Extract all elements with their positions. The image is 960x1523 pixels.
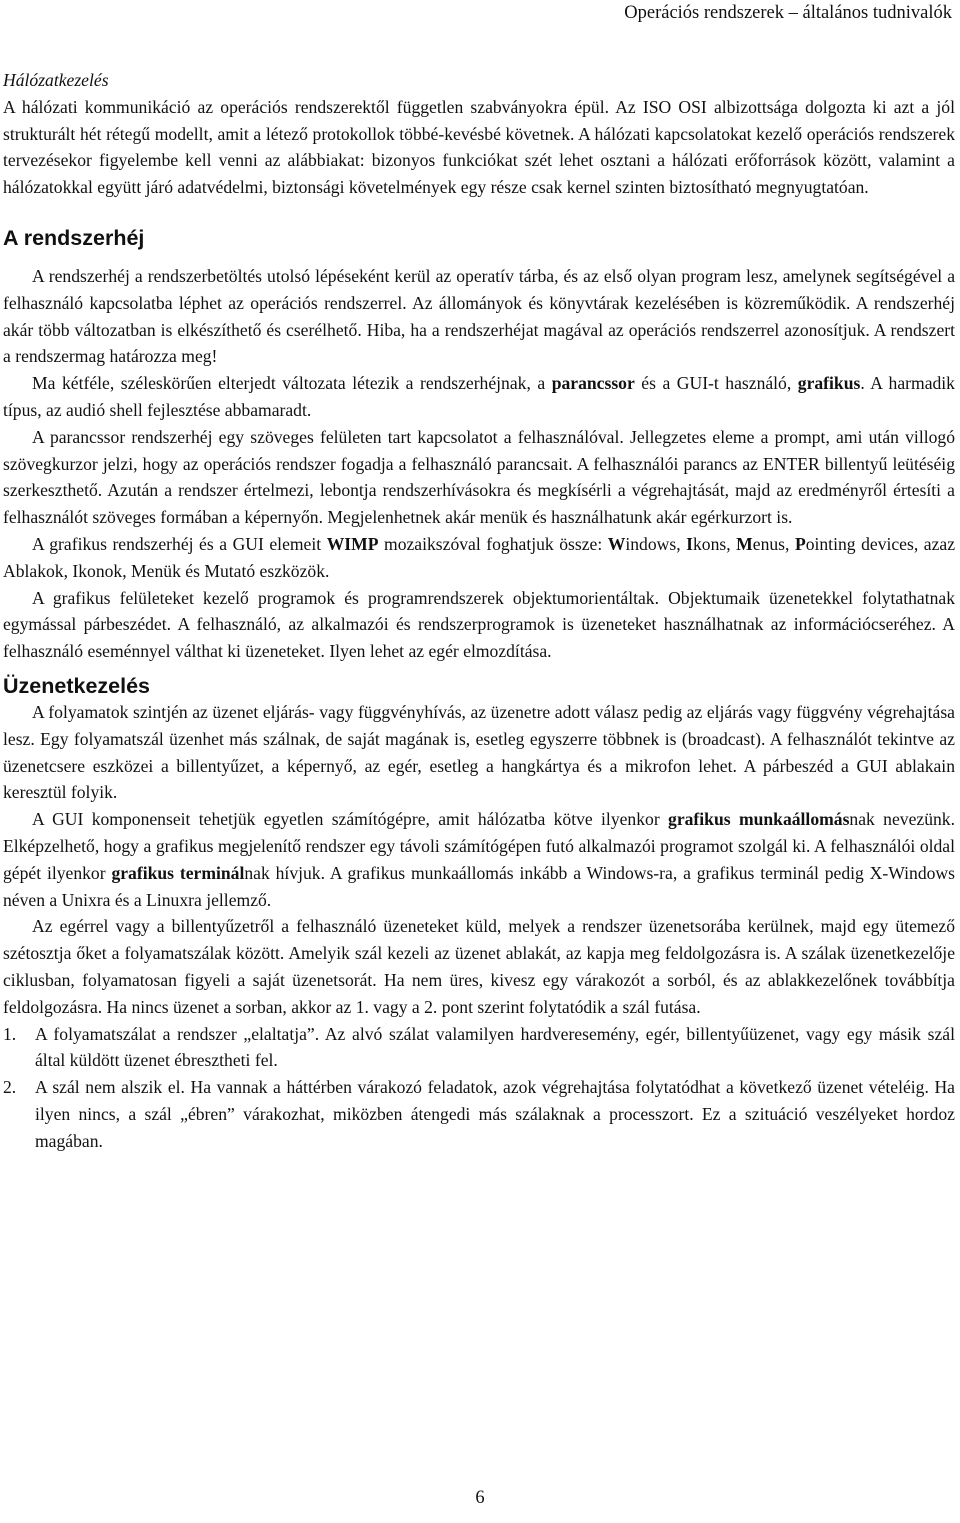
subheading-networking: Hálózatkezelés [3,70,109,90]
page-content [3,67,955,1154]
numbered-list [3,1021,955,1155]
paragraph-messaging-workstation [3,806,955,913]
term-grafikus: grafikus [797,373,861,394]
text-run: indows, [625,533,687,554]
paragraph-messaging-queue: Az egérrel vagy a billentyűzetről a felhasználó üzeneteket küld, melyek a rendszer üzenetsorába kerülnek, majd egy ütemező szétosztja őket a folyamatszálak között. Amelyik szál kezeli az üzenet ablakát, az kapja meg feldolgozásra is. A szálak üzenetkezelője ciklusban, folyamatosan figyeli a saját üzenetsorát. Ha nem üres, kivesz egy várakozót a sorból, és az ablakkezelőnek továbbítja feldolgozásra. Ha nincs üzenet a sorban, akkor az 1. vagy a 2. pont szerint folytatódik a szál futása. [3,916,955,1017]
list-item [3,1074,955,1154]
paragraph-networking: A hálózati kommunikáció az operációs rendszerektől független szabványokra épül. Az ISO OSI albizottsága dolgozta ki azt a jól strukturált hét rétegű modellt, amit a létező protokollok többé-kevésbé követnek. A hálózati kapcsolatokat kezelő operációs rendszerek tervezésekor figyelembe kell venni az alábbiakat: bizonyos funkciókat szét lehet osztani a hálózati erőforrások között, valamint a hálózatokkal együtt járó adatvédelmi, biztonsági követelmények egy része csak kernel szinten biztosítható megnyugtatóan. [3,96,955,198]
section-title-shell: A rendszerhéj [3,225,145,250]
text-run: A GUI komponenseit tehetjük egyetlen számítógépre, amit hálózatba kötve ilyenkor [32,809,669,830]
paragraph-shell-cli: A parancssor rendszerhéj egy szöveges felületen tart kapcsolatot a felhasználóval. Jellegzetes eleme a prompt, ami után villogó szövegkurzor jelzi, hogy az operációs rendszer fogadja a felhasználó parancsait. A felhasználói parancs az ENTER billentyű leütéséig szerkeszthető. Azután a rendszer értelmezi, lebontja rendszerhívásokra és megkísérli a végrehajtását, majd az eredményről értesíti a felhasználót szöveges formában a képernyőn. Megjelenhetnek akár menük és használhatunk akár egérkurzort is. [3,426,955,528]
text-run: enus, [752,533,795,554]
page-number: 6 [475,1488,485,1508]
text-run: és a GUI-t használó, [634,373,798,394]
text-run: nak hívjuk. A grafikus munkaállomás inkább a Windows-ra, a grafikus terminál pedig X-Windows néven a Unixra és a Linuxra jellemző. [3,862,955,910]
term-grafikus-munkaallomas: grafikus munkaállomás [668,809,850,830]
text-run: mozaikszóval foghatjuk össze: [378,533,608,554]
text-run: kons, [692,533,737,554]
text-run: ointing devices, azaz Ablakok, Ikonok, Menük és Mutató eszközök. [3,533,956,581]
term-grafikus-terminal: grafikus terminál [111,862,245,883]
text-run: Ma kétféle, széleskörűen elterjedt változata létezik a rendszerhéjnak, a [32,373,552,394]
list-item [3,1021,955,1075]
term-parancssor: parancssor [551,373,635,394]
paragraph-shell-gui: A grafikus felületeket kezelő programok és programrendszerek objektumorientáltak. Objektumaik üzenetekkel folytathatnak egymással párbeszédet. A felhasználó, az alkalmazói és rendszerprogramok is üzeneteket használhatnak az információcseréhez. A felhasználó eseménnyel válthat ki üzeneteket. Ilyen lehet az egér elmozdítása. [3,587,955,662]
list-number: 2. [3,1077,17,1098]
initial-p: P [794,533,806,554]
running-header: Operációs rendszerek – általános tudnivalók [624,3,952,23]
text-run: A grafikus rendszerhéj és a GUI elemeit [32,533,327,554]
initial-w: W [607,533,626,554]
text-run: nak nevezünk. Elképzelhető, hogy a grafikus megjelenítő rendszer egy távoli számítógépen futó alkalmazói programot szolgál ki. A felhasználói oldal gépét ilyenkor [3,809,955,883]
text-run: . A harmadik típus, az audió shell fejlesztése abbamaradt. [3,373,955,420]
initial-i: I [686,533,693,554]
initial-m: M [736,533,753,554]
paragraph-shell-types [3,370,955,424]
list-item-text: A szál nem alszik el. Ha vannak a háttérben várakozó feladatok, azok végrehajtása folytatódhat a következő üzenet vételéig. Ha ilyen nincs, a szál „ébren” várakozhat, miközben átengedi más szálaknak a processzort. Ez a szituáció veszélyeket hordoz magában. [35,1077,955,1151]
list-item-text: A folyamatszálat a rendszer „elaltatja”. Az alvó szálat valamilyen hardveresemény, egér, billentyűüzenet, vagy egy másik szál által küldött üzenet ébresztheti fel. [35,1023,955,1071]
term-wimp: WIMP [326,533,379,554]
paragraph-messaging-intro: A folyamatok szintjén az üzenet eljárás- vagy függvényhívás, az üzenetre adott válasz pedig az eljárás vagy függvény végrehajtása lesz. Egy folyamatszál üzenhet más szálnak, de saját magának is, esetleg egyszerre többnek is (broadcast). A felhasználót tekintve az üzenetcsere eszközei a billentyűzet, a képernyő, az egér, esetleg a hangkártya és a mikrofon lehet. A párbeszéd a GUI ablakain keresztül folyik. [3,701,955,803]
section-title-messaging: Üzenetkezelés [3,673,150,698]
paragraph-shell-intro: A rendszerhéj a rendszerbetöltés utolsó lépéseként kerül az operatív tárba, és az első olyan program lesz, amelynek segítségével a felhasználó kapcsolatba léphet az operációs rendszerrel. Az állományok és könyvtárak kezelésében is közreműködik. A rendszerhéj akár több változatban is elkészíthető és cserélhető. Hiba, ha a rendszerhéjat magával az operációs rendszerrel azonosítjuk. A rendszert a rendszermag határozza meg! [3,265,955,367]
list-number: 1. [3,1023,17,1044]
paragraph-shell-wimp [3,531,955,585]
